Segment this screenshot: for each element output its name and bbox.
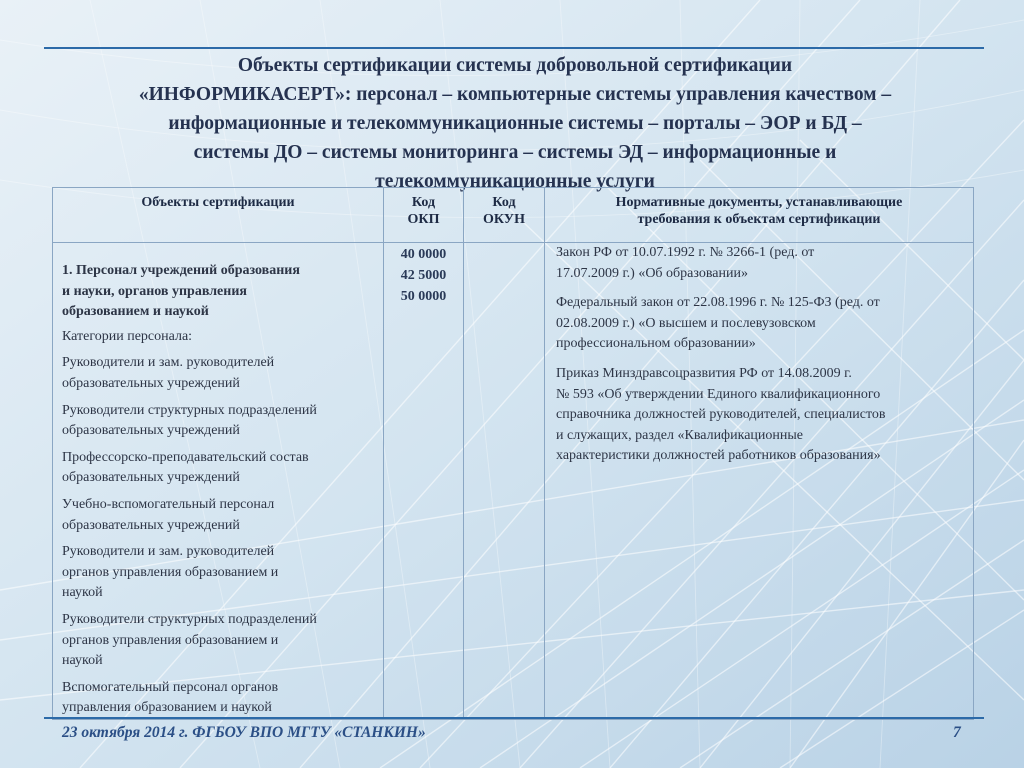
header-documents-line: требования к объектам сертификации [637, 212, 881, 227]
list-item-line: Руководители структурных подразделений [62, 611, 317, 627]
header-okp-line: Код [411, 195, 436, 210]
objects-cell [53, 243, 384, 720]
list-item-line: Профессорско-преподавательский состав [62, 449, 309, 465]
page-number: 7 [953, 724, 961, 741]
document-line: Приказ Минздравсоцразвития РФ от 14.08.2009 г. [556, 365, 852, 381]
document-entry [556, 293, 965, 355]
list-item-line: образовательных учреждений [62, 375, 240, 391]
list-item [62, 542, 375, 604]
list-item-line: образовательных учреждений [62, 470, 240, 486]
list-item-line: Категории персонала: [62, 328, 193, 344]
list-item-line: органов управления образованием и [62, 564, 279, 580]
objects-heading-line: образованием и наукой [62, 304, 209, 320]
okp-code: 50 0000 [400, 289, 447, 304]
list-item-line: наукой [62, 585, 103, 601]
list-item-line: Вспомогательный персонал органов [62, 679, 279, 695]
okp-code: 42 5000 [400, 268, 447, 283]
list-item-line: управления образованием и наукой [62, 700, 272, 716]
document-line: Федеральный закон от 22.08.1996 г. № 125-ФЗ (ред. от [556, 295, 880, 311]
document-line: характеристики должностей работников образования» [556, 448, 881, 464]
list-item-line: Руководители и зам. руководителей [62, 544, 275, 560]
document-line: 17.07.2009 г.) «Об образовании» [556, 265, 748, 281]
objects-heading-line: и науки, органов управления [62, 283, 247, 299]
list-item-line: Руководители и зам. руководителей [62, 355, 275, 371]
header-documents [545, 188, 974, 243]
header-objects: Объекты сертификации [53, 188, 384, 243]
document-entry [556, 364, 965, 467]
bottom-rule [44, 717, 984, 719]
title-line: информационные и телекоммуникационные системы – порталы – ЭОР и БД – [168, 113, 862, 134]
list-item-line: органов управления образованием и [62, 632, 279, 648]
list-item [62, 610, 375, 672]
title-line: системы ДО – системы мониторинга – системы ЭД – информационные и [193, 142, 837, 163]
title-line: Объекты сертификации системы добровольной сертификации [237, 55, 793, 76]
okp-code: 40 0000 [400, 247, 447, 262]
list-item-line: Руководители структурных подразделений [62, 402, 317, 418]
list-item [62, 401, 375, 442]
list-item-line: Учебно-вспомогательный персонал [62, 496, 275, 512]
document-line: Закон РФ от 10.07.1992 г. № 3266-1 (ред. от [556, 245, 815, 260]
header-okun-line: ОКУН [483, 212, 525, 227]
header-okun-line: Код [492, 195, 516, 210]
list-item [62, 495, 375, 536]
okun-codes-cell [464, 243, 545, 720]
table-body-row [53, 243, 974, 720]
document-line: профессиональном образовании» [556, 336, 756, 352]
list-item [62, 327, 375, 348]
header-documents-line: Нормативные документы, устанавливающие [615, 195, 903, 210]
header-okp-line: ОКП [407, 212, 440, 227]
objects-heading-line: 1. Персонал учреждений образования [62, 263, 300, 278]
document-line: № 593 «Об утверждении Единого квалификационного [556, 386, 881, 402]
certification-table [52, 187, 974, 720]
title-line: телекоммуникационные услуги [375, 171, 655, 192]
document-entry [556, 243, 965, 284]
objects-heading [62, 261, 375, 323]
table-header-row [53, 188, 974, 243]
list-item-line: образовательных учреждений [62, 423, 240, 439]
list-item [62, 353, 375, 394]
top-rule [44, 47, 984, 49]
header-okun [464, 188, 545, 243]
header-okp [384, 188, 464, 243]
list-item [62, 678, 375, 719]
list-item-line: образовательных учреждений [62, 517, 240, 533]
document-line: и служащих, раздел «Квалификационные [556, 427, 804, 443]
document-line: справочника должностей руководителей, специалистов [556, 407, 886, 423]
slide-title [60, 51, 970, 196]
documents-cell [545, 243, 974, 720]
okp-codes-cell [384, 243, 464, 720]
title-line: «ИНФОРМИКАСЕРТ»: персонал – компьютерные системы управления качеством – [138, 84, 892, 105]
footer-date-organization: 23 октября 2014 г. ФГБОУ ВПО МГТУ «СТАНКИН» [62, 724, 426, 741]
document-line: 02.08.2009 г.) «О высшем и послевузовском [556, 315, 816, 331]
list-item [62, 448, 375, 489]
list-item-line: наукой [62, 653, 103, 669]
